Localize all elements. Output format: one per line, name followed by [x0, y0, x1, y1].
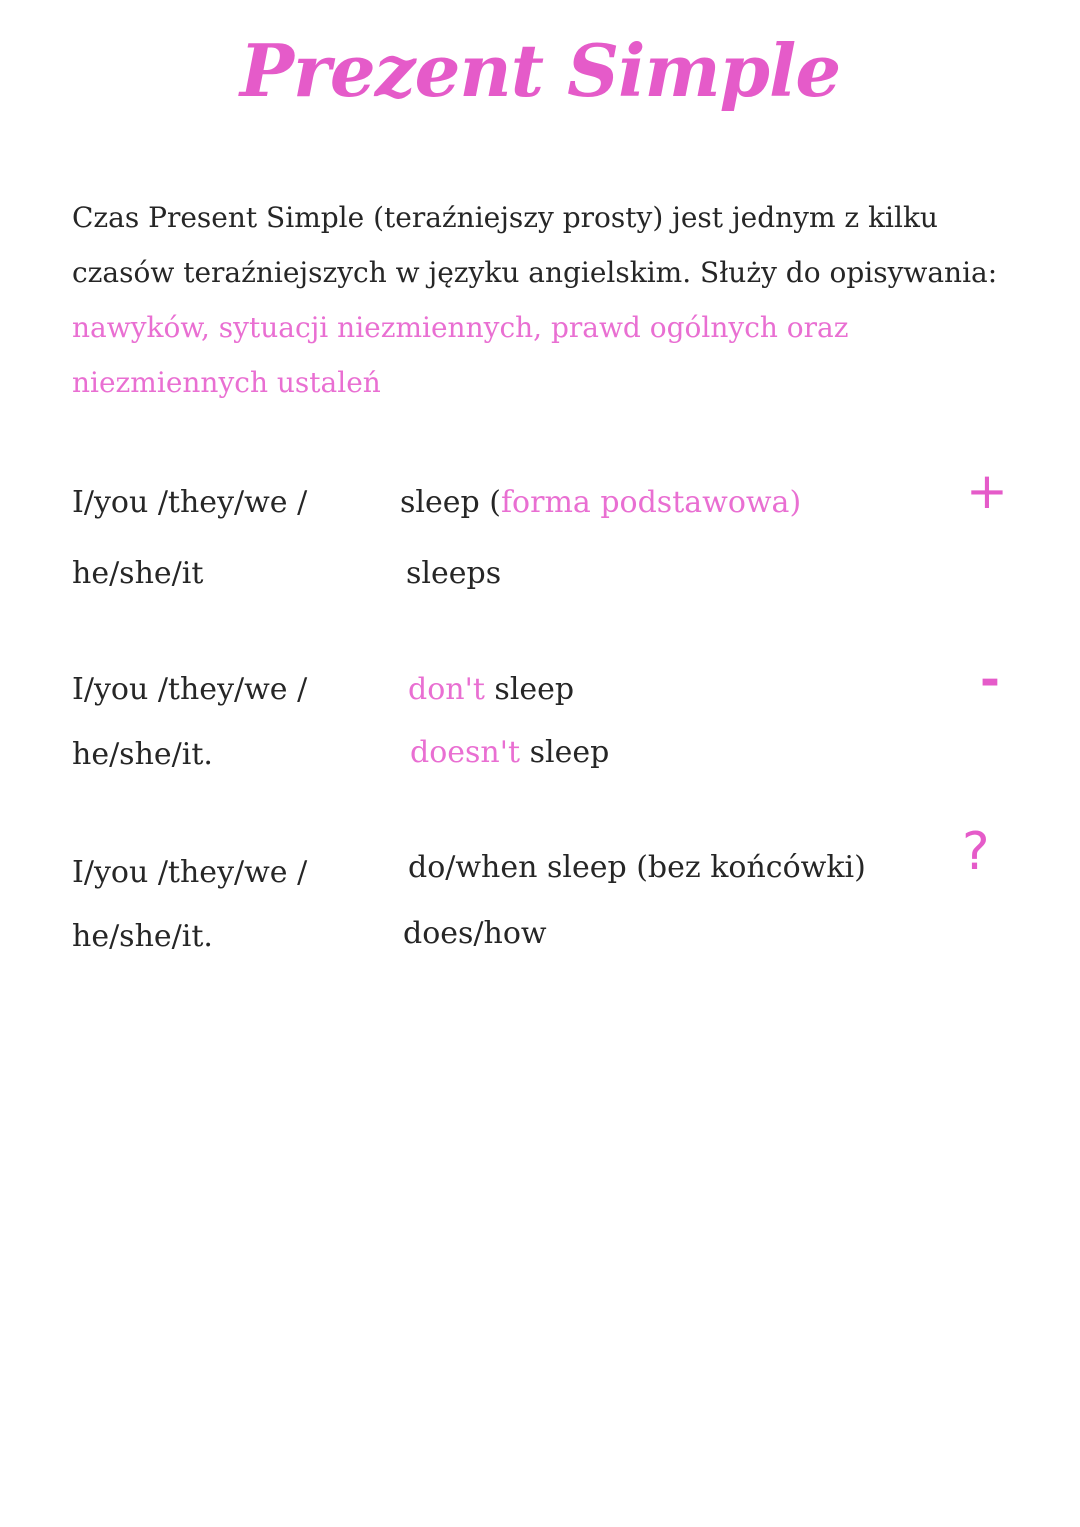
question-form-plural: do/when sleep (bez końcówki)	[408, 850, 866, 885]
question-subject-plural: I/you /they/we /	[72, 855, 308, 890]
negative-subject-plural: I/you /they/we /	[72, 672, 308, 707]
verb-sleep: sleep	[400, 485, 480, 520]
aux-dont: don't	[408, 672, 485, 707]
affirmative-subject-plural: I/you /they/we /	[72, 485, 308, 520]
plus-icon: +	[966, 462, 1008, 520]
question-mark-icon: ?	[962, 822, 990, 882]
intro-paragraph	[72, 190, 1007, 410]
base-form-note: forma podstawowa)	[500, 485, 802, 520]
negative-verb-plural	[408, 672, 574, 707]
intro-text: Czas Present Simple (teraźniejszy prosty) jest jednym z kilku czasów teraźniejszych w języku angielskim. Służy do opisywania:	[72, 201, 998, 289]
minus-icon: -	[980, 652, 1000, 708]
negative-subject-singular: he/she/it.	[72, 737, 213, 772]
question-subject-singular: he/she/it.	[72, 919, 213, 954]
affirmative-verb-base	[400, 485, 801, 520]
question-form-singular: does/how	[403, 916, 547, 951]
aux-doesnt: doesn't	[410, 735, 521, 770]
intro-highlight: nawyków, sytuacji niezmiennych, prawd ogólnych oraz niezmiennych ustaleń	[72, 311, 849, 399]
paren-open: (	[479, 485, 501, 520]
page-title: Prezent Simple	[239, 28, 841, 113]
negative-verb-singular	[410, 735, 609, 770]
verb-sleep: sleep	[520, 735, 610, 770]
verb-sleep: sleep	[484, 672, 575, 707]
affirmative-verb-s: sleeps	[406, 556, 502, 591]
affirmative-subject-singular: he/she/it	[72, 556, 204, 591]
